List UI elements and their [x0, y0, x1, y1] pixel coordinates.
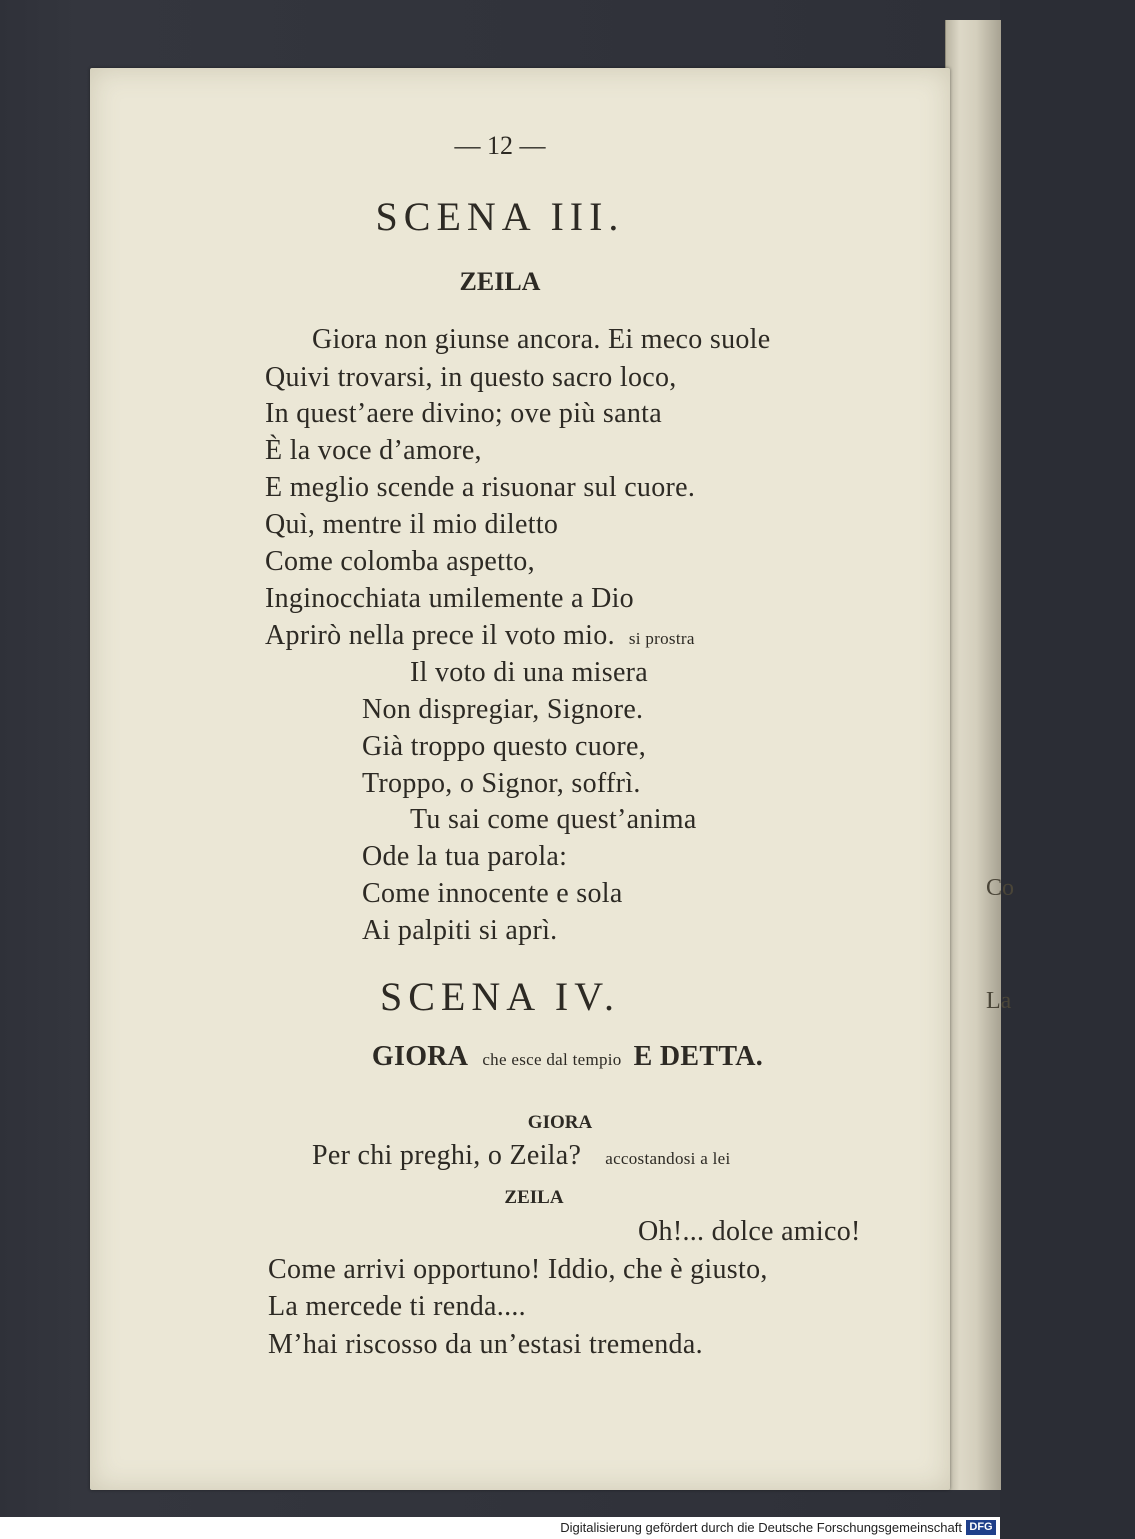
dfg-logo: DFG: [966, 1520, 996, 1535]
scene-4-title: SCENA IV.: [380, 974, 620, 1019]
adjacent-page-edge: [945, 20, 1015, 1490]
dialogue-line: Come arrivi opportuno! Iddio, che è giusto,: [268, 1254, 768, 1285]
cast-name: GIORA: [371, 1041, 469, 1072]
scene-4-cast: [0, 1043, 1135, 1071]
dialogue-line: M’hai riscosso da un’estasi tremenda.: [268, 1329, 703, 1360]
adjacent-page-fragment: Co: [986, 875, 1015, 901]
aria-line: Il voto di una misera: [410, 657, 649, 688]
verse-line: Quì, mentre il mio diletto: [265, 509, 559, 540]
verse-line: In quest’aere divino; ove più santa: [265, 398, 662, 429]
dialogue-line: La mercede ti renda....: [268, 1291, 526, 1322]
stage-direction: accostandosi a lei: [605, 1149, 731, 1168]
aria-line: Ai palpiti si aprì.: [362, 915, 558, 946]
aria-line: Già troppo questo cuore,: [362, 731, 647, 762]
adjacent-page-fragment: La: [986, 988, 1012, 1014]
speaker-giora: GIORA: [527, 1112, 593, 1133]
speaker-zeila: ZEILA: [504, 1187, 564, 1208]
aria-line: Non dispregiar, Signore.: [362, 694, 644, 725]
aria-line: Troppo, o Signor, soffrì.: [362, 768, 641, 799]
scene-3-speaker: ZEILA: [459, 267, 541, 296]
dialogue-line: [312, 1142, 731, 1170]
cast-note: che esce dal tempio: [482, 1050, 622, 1069]
aria-line: Tu sai come quest’anima: [410, 804, 697, 835]
verse-line: Inginocchiata umilemente a Dio: [265, 583, 634, 614]
page-number: — 12 —: [454, 131, 546, 160]
verse-line: E meglio scende a risuonar sul cuore.: [265, 472, 696, 503]
verse-line: Come colomba aspetto,: [265, 546, 535, 577]
dialogue-line: Oh!... dolce amico!: [638, 1216, 861, 1247]
stage-direction: si prostra: [628, 629, 695, 648]
aria-line: Come innocente e sola: [362, 878, 623, 909]
verse-line: [265, 622, 695, 650]
cast-end: E DETTA.: [633, 1041, 764, 1072]
verse-line: Quivi trovarsi, in questo sacro loco,: [265, 362, 677, 393]
verse-text: Aprirò nella prece il voto mio.: [265, 620, 615, 651]
aria-line: Ode la tua parola:: [362, 841, 568, 872]
verse-line: È la voce d’amore,: [265, 435, 482, 466]
verse-line: Giora non giunse ancora. Ei meco suole: [312, 324, 771, 355]
scene-3-title: SCENA III.: [375, 194, 625, 239]
footer-credit: Digitalisierung gefördert durch die Deutsche Forschungsgemeinschaft: [560, 1520, 962, 1535]
dialogue-text: Per chi preghi, o Zeila?: [312, 1140, 582, 1171]
